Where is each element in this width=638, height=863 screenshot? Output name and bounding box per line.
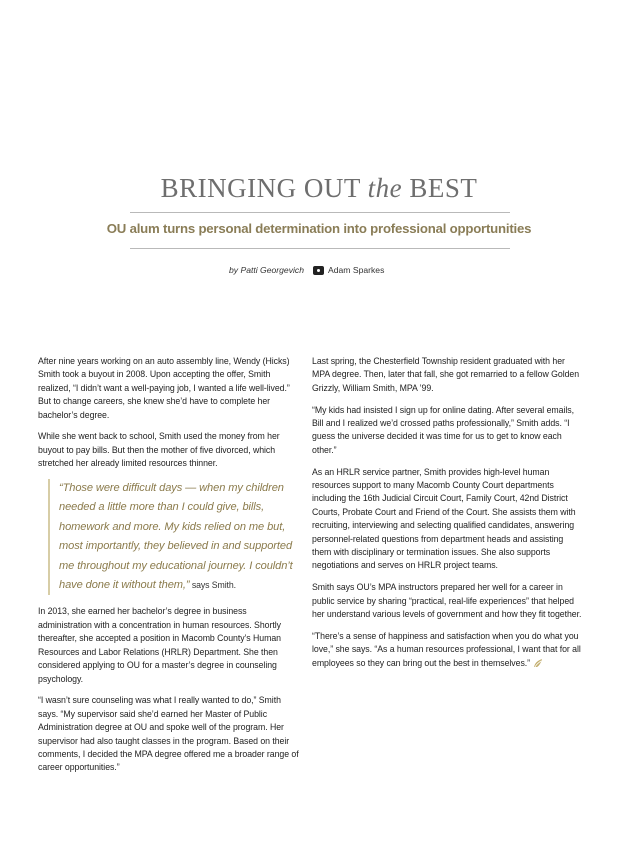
title-part-2: BEST bbox=[402, 173, 478, 203]
byline-photographer: Adam Sparkes bbox=[328, 265, 385, 275]
left-paragraph-1: After nine years working on an auto assembly line, Wendy (Hicks) Smith took a buyout in 2008. Upon accepting the offer, Smith realized, “I didn’t want a well-paying job, I wanted a life well-lived.” But to change careers, she knew she’d have to complete her bachelor’s degree. bbox=[38, 356, 290, 420]
byline bbox=[229, 265, 384, 275]
pull-quote-attribution: says Smith. bbox=[189, 580, 236, 591]
camera-icon bbox=[313, 266, 324, 275]
title-part-1: BRINGING OUT bbox=[160, 173, 368, 203]
right-paragraph-3: As an HRLR service partner, Smith provides high-level human resources support to many Macomb County Court departments including the 16th Judicial Circuit Court, Family Court, 42nd District Courts, Probate Court and Friend of the Court. She assists them with recruiting, interviewing and selecting qualified candidates, answering personnel-related questions from department heads and assisting them with disciplinary or termination issues. She also supports negotiations and serves on HRLR project teams. bbox=[312, 466, 576, 571]
pull-quote-text: “Those were difficult days — when my children needed a little more than I could give, bills, homework and more. My kids relied on me but, most importantly, they believed in and supported me throughout my educational journey. I couldn’t have done it without them,” bbox=[59, 482, 293, 592]
article-subtitle: OU alum turns personal determination into professional opportunities bbox=[106, 221, 532, 236]
title-italic-word: the bbox=[367, 173, 403, 203]
article-title bbox=[0, 172, 638, 204]
left-column bbox=[38, 355, 300, 783]
right-paragraph-1: Last spring, the Chesterfield Township resident graduated with her MPA degree. Then, later that fall, she got remarried to a fellow Golden Grizzly, William Smith, MPA ’99. bbox=[312, 356, 580, 393]
right-paragraph-5 bbox=[312, 630, 582, 670]
grizzly-end-mark-icon bbox=[533, 658, 543, 668]
left-paragraph-3: In 2013, she earned her bachelor’s degree in business administration with a concentration in human resources. Shortly thereafter, she accepted a position in Macomb County’s Human Resources and Labor Relations (HRLR) Department. She then considered applying to OU for a master’s degree in counseling psychology. bbox=[38, 606, 281, 684]
right-paragraph-2: “My kids had insisted I sign up for online dating. After several emails, Bill and I realized we’d crossed paths professionally,” Smith adds. “I guess the universe decided it was time for us to get to know each other.” bbox=[312, 404, 574, 455]
left-paragraph-2: While she went back to school, Smith used the money from her buyout to pay bills. But then the mother of five divorced, which stretched her already limited resources thinner. bbox=[38, 431, 280, 469]
right-column bbox=[312, 355, 582, 678]
title-rule-top bbox=[130, 212, 510, 213]
right-paragraph-4: Smith says OU’s MPA instructors prepared her well for a career in public service by sharing “practical, real-life experiences” that helped her understand various levels of government and how they fit together. bbox=[312, 582, 582, 620]
left-paragraph-4: “I wasn’t sure counseling was what I really wanted to do,” Smith says. “My supervisor said she’d earned her Master of Public Administration degree at OU and spoke well of the program. Her supervisor had also taught classes in the program. Based on their comments, I decided the MPA degree offered me a broader range of career opportunities.” bbox=[38, 695, 299, 773]
pull-quote bbox=[48, 479, 300, 595]
byline-author: by Patti Georgevich bbox=[229, 265, 304, 275]
right-paragraph-5-text: “There’s a sense of happiness and satisfaction when you do what you love,” she says. “As a human resources professional, I want that for all employees so they can bring out the best in themselves.” bbox=[312, 630, 581, 668]
subtitle-rule-bottom bbox=[130, 248, 510, 249]
